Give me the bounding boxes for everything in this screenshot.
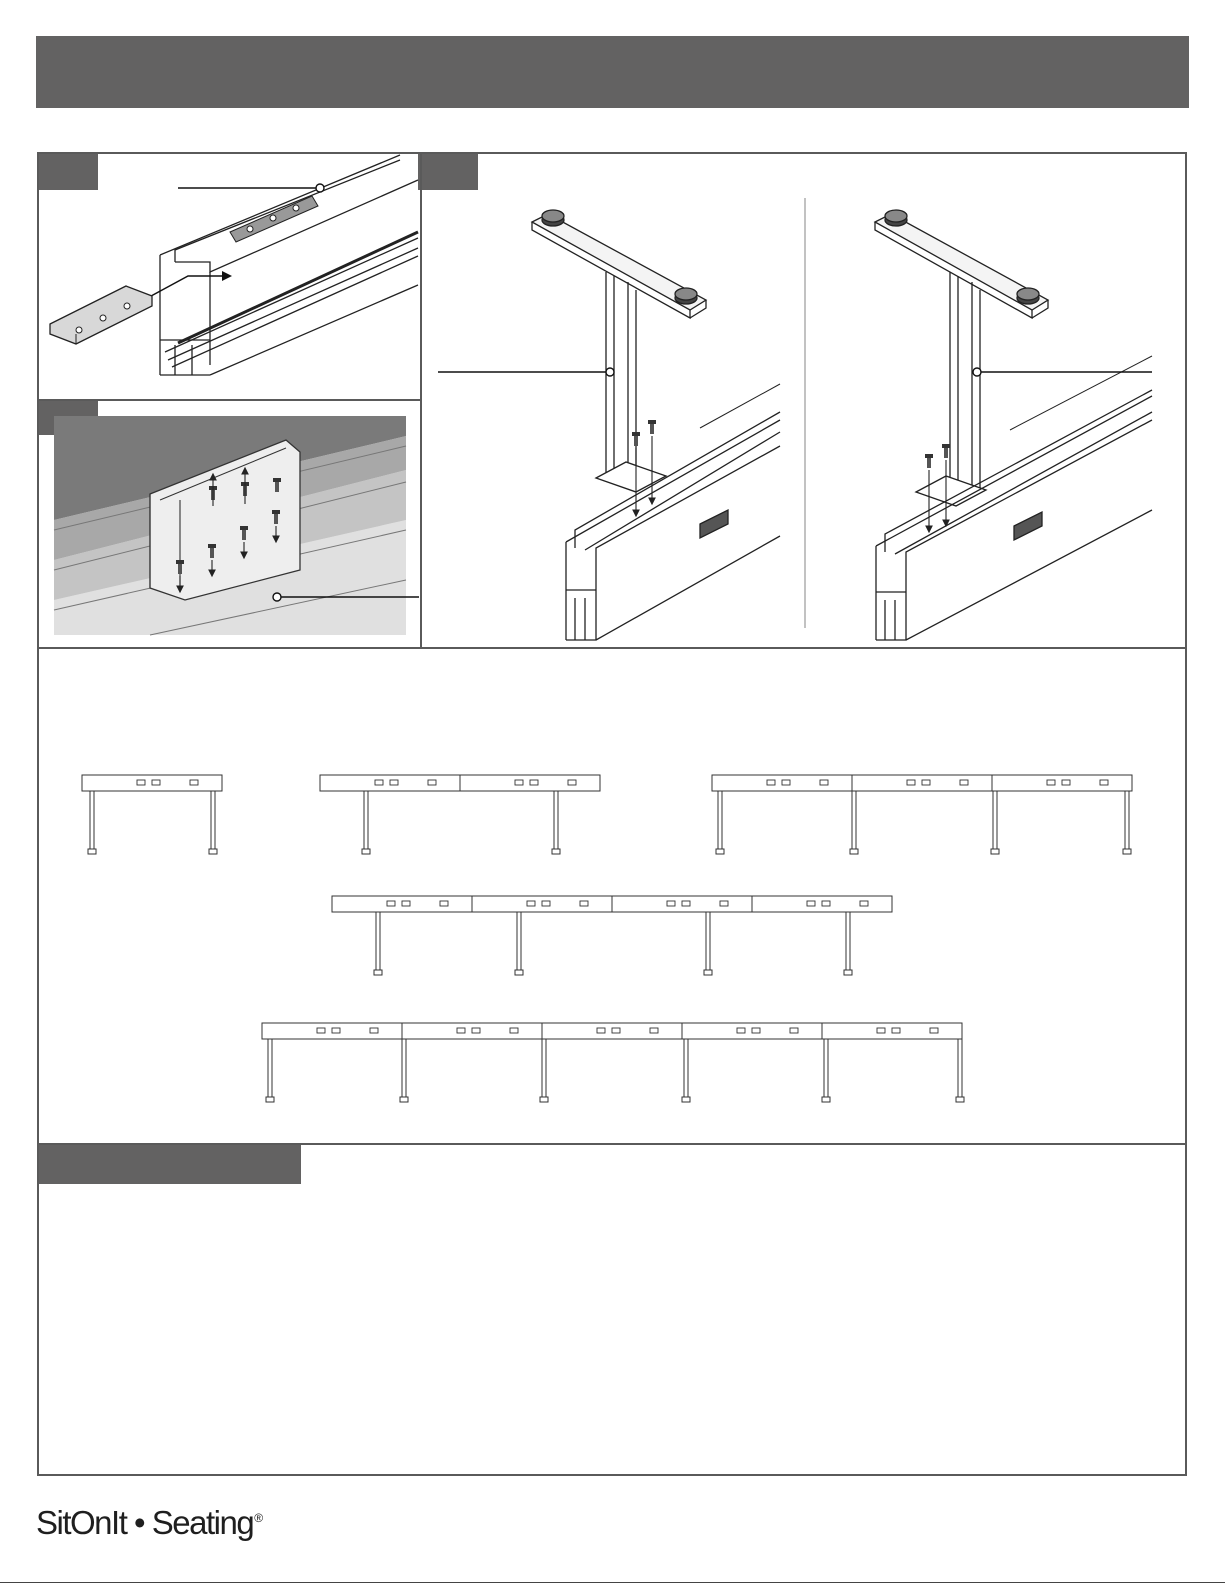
- leg: [400, 1039, 408, 1102]
- leg: [209, 791, 217, 854]
- leg: [374, 912, 382, 975]
- leg: [540, 1039, 548, 1102]
- leg: [552, 791, 560, 854]
- configuration-3-beam: [712, 775, 1132, 854]
- leg: [704, 912, 712, 975]
- connector-plate-a: [50, 286, 152, 344]
- leg: [844, 912, 852, 975]
- configuration-2-beam: [320, 775, 600, 854]
- leg: [850, 791, 858, 854]
- leg: [956, 1039, 964, 1102]
- configuration-4-beam: [332, 896, 892, 975]
- leg: [362, 791, 370, 854]
- leg-assembly-c-right: [875, 210, 1152, 640]
- beam-configurations: [82, 775, 1132, 1102]
- bottom-rule: [0, 1582, 1225, 1583]
- leg-assembly-c-left: [532, 210, 780, 640]
- sitonit-seating-logo: [36, 1504, 263, 1542]
- leg: [1123, 791, 1131, 854]
- leg: [88, 791, 96, 854]
- leg: [515, 912, 523, 975]
- leg: [822, 1039, 830, 1102]
- leg: [266, 1039, 274, 1102]
- bracket-assembly-b: [54, 416, 406, 635]
- logo-text: SitOnIt • Seating: [36, 1504, 254, 1541]
- configuration-5-beam: [262, 1023, 964, 1102]
- registered-mark: ®: [254, 1511, 264, 1525]
- leg: [716, 791, 724, 854]
- configuration-1-beam: [82, 775, 222, 854]
- leg: [991, 791, 999, 854]
- leg: [682, 1039, 690, 1102]
